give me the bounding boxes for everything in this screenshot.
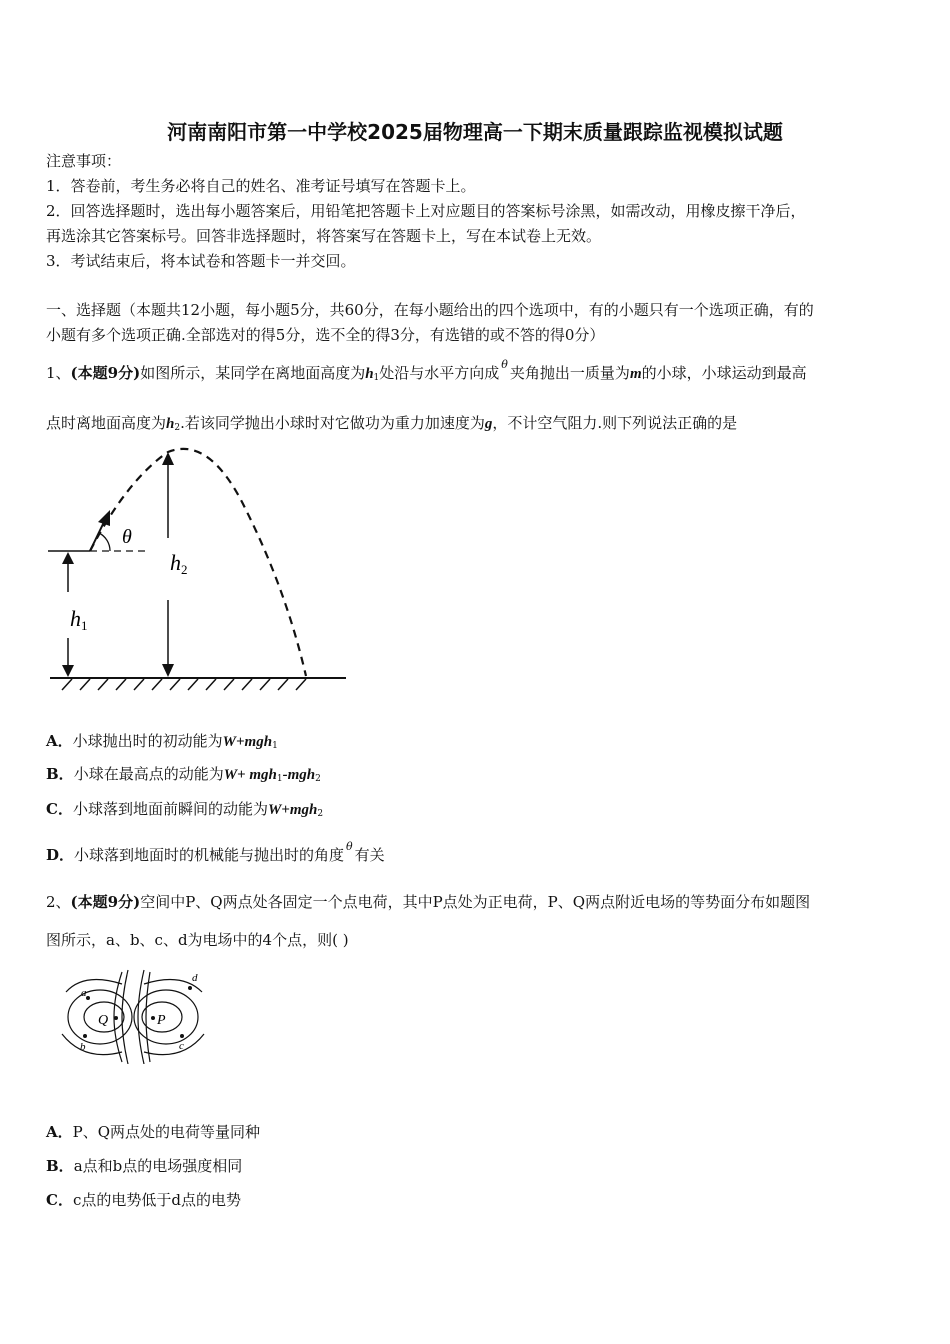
q1-option-b: B．小球在最高点的动能为W+ mgh$_1$-mgh$_2$ [46,765,321,784]
point-a-label: a [81,987,87,999]
q2-stem-line-2: 图所示，a、b、c、d为电场中的4个点，则( ) [46,931,349,949]
h2-arrow-up [162,452,174,465]
q1-number: 1、 [46,364,71,382]
h1-arrow-up [62,552,74,564]
q1-option-d: D．小球落到地面时的机械能与抛出时的角度 $^\theta$ 有关 [46,840,385,864]
section-line-1: 一、选择题（本题共12小题，每小题5分，共60分，在每小题给出的四个选项中，有的小题只有一个选项正确，有的 [46,301,814,319]
h1-arrow-down [62,665,74,677]
charge-q-label: Q [98,1013,109,1028]
velocity-arrow [98,510,110,526]
q1-stem-line-1: 1、(本题9分)如图所示，某同学在离地面高度为$h_1$处沿与水平方向成 $^\theta$ 夹角抛出一质量为m的小球，小球运动到最高 [46,358,807,383]
notice-line-3: 3．考试结束后，将本试卷和答题卡一并交回。 [46,252,356,270]
trajectory-dashed [90,449,306,676]
h2-label: h2 [170,550,188,577]
projectile-figure [40,440,360,700]
q1-stem-line-2: 点时离地面高度为$h_2$.若该同学抛出小球时对它做功为重力加速度为g，不计空气阻力.则下列说法正确的是 [46,414,738,433]
angle-arc [99,533,110,551]
equipotential-figure [52,966,217,1064]
point-b-label: b [80,1041,86,1053]
charge-p-label: P [157,1013,166,1028]
notice-heading: 注意事项： [46,152,122,170]
notice-line-2a: 2．回答选择题时，选出每小题答案后，用铅笔把答题卡上对应题目的答案标号涂黑，如需改动，用橡皮擦干净后， [46,202,806,220]
h1-label: h1 [70,606,88,633]
q1-option-c: C．小球落到地面前瞬间的动能为W+mgh$_2$ [46,800,324,819]
point-c-label: c [179,1040,184,1052]
q1-score: (本题9分) [70,364,141,382]
section-line-2: 小题有多个选项正确.全部选对的得5分，选不全的得3分，有选错的或不答的得0分） [46,326,605,344]
q2-option-c: C．c点的电势低于d点的电势 [46,1191,241,1209]
theta-symbol: θ [501,358,508,371]
q1-option-a: A．小球抛出时的初动能为W+mgh$_1$ [46,732,278,751]
notice-line-2b: 再选涂其它答案标号。回答非选择题时，将答案写在答题卡上，写在本试卷上无效。 [46,227,602,245]
q2-option-a: A．P、Q两点处的电荷等量同种 [46,1123,261,1141]
notice-line-1: 1．答卷前，考生务必将自己的姓名、准考证号填写在答题卡上。 [46,177,476,195]
theta-label: θ [122,526,132,548]
point-d-label: d [192,972,198,984]
q2-stem-line-1: 2、(本题9分)空间中P、Q两点处各固定一个点电荷，其中P点处为正电荷，P、Q两点附近电场的等势面分布如题图 [46,893,811,911]
h2-arrow-down [162,664,174,677]
ground-hatching [62,679,306,690]
page-title: 河南南阳市第一中学校2025届物理高一下期末质量跟踪监视模拟试题 [167,120,783,144]
q2-option-b: B．a点和b点的电场强度相同 [46,1157,243,1175]
